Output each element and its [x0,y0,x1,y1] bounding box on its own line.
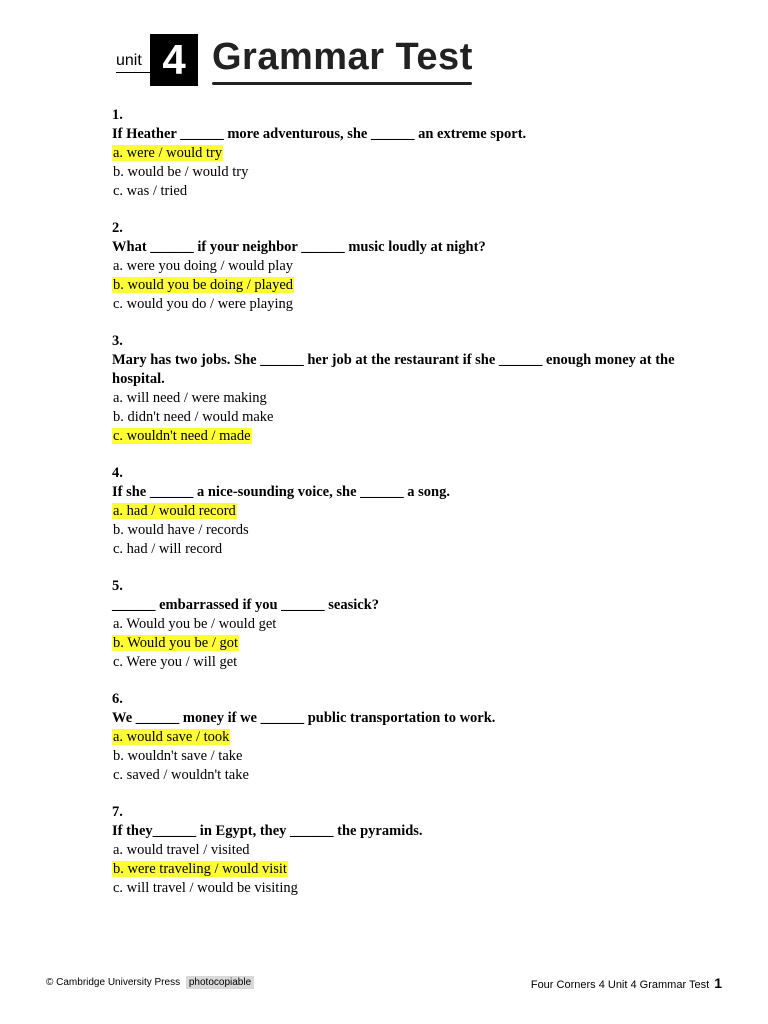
answer-option-text: a. would save / took [113,729,230,745]
footer-right [531,975,722,991]
photocopiable-badge: photocopiable [186,976,254,989]
question-4 [112,464,712,559]
answer-option [112,879,712,898]
answer-option-text: c. saved / wouldn't take [113,767,249,783]
answer-option-highlighted [112,276,712,295]
answer-option [112,163,712,182]
answer-option-text: b. Would you be / got [113,635,239,651]
question-3 [112,332,712,446]
answer-option-text: a. Would you be / would get [113,616,277,632]
answer-option-text: c. would you do / were playing [113,296,294,312]
answer-option [112,257,712,276]
question-text: Mary has two jobs. She ______ her job at the restaurant if she ______ enough money at the hospital. [112,352,675,387]
question-number: 4. [112,465,123,481]
title-underline [212,82,472,85]
answer-option [112,766,712,785]
answer-option [112,653,712,672]
answer-option-text: b. would have / records [113,522,249,538]
question-text: ______ embarrassed if you ______ seasick? [112,597,380,613]
answer-option [112,295,712,314]
answer-option-text: b. would you be doing / played [113,277,294,293]
answer-option-text: b. didn't need / would make [113,409,274,425]
question-number: 1. [112,107,123,123]
answer-option-text: c. Were you / will get [113,654,238,670]
unit-label: unit [116,52,142,69]
answer-option [112,540,712,559]
answer-option [112,841,712,860]
question-text: We ______ money if we ______ public transportation to work. [112,710,496,726]
question-number: 7. [112,804,123,820]
answer-option-highlighted [112,860,712,879]
unit-number-badge: 4 [150,34,198,86]
page-header [116,34,476,88]
question-number: 5. [112,578,123,594]
question-number: 2. [112,220,123,236]
page-footer [46,975,722,993]
question-text: If Heather ______ more adventurous, she ______ an extreme sport. [112,126,527,142]
question-text: If she ______ a nice-sounding voice, she ______ a song. [112,484,450,500]
question-6 [112,690,712,785]
answer-option [112,408,712,427]
answer-option-text: a. were you doing / would play [113,258,294,274]
answer-option [112,389,712,408]
question-7 [112,803,712,898]
copyright-text: © Cambridge University Press [46,977,181,988]
answer-option-highlighted [112,502,712,521]
question-1 [112,106,712,201]
answer-option-highlighted [112,427,712,446]
answer-option-text: c. was / tried [113,183,188,199]
answer-option [112,182,712,201]
question-text: What ______ if your neighbor ______ music loudly at night? [112,239,486,255]
answer-option-highlighted [112,728,712,747]
page-number: 1 [714,975,722,991]
answer-option-text: c. had / will record [113,541,223,557]
answer-option-text: b. wouldn't save / take [113,748,243,764]
answer-option-text: c. wouldn't need / made [113,428,251,444]
answer-option-text: a. had / would record [113,503,236,519]
answer-option [112,747,712,766]
answer-option-text: b. were traveling / would visit [113,861,287,877]
answer-option-highlighted [112,634,712,653]
answer-option-highlighted [112,144,712,163]
answer-option-text: c. will travel / would be visiting [113,880,298,896]
question-number: 3. [112,333,123,349]
question-text: If they______ in Egypt, they ______ the pyramids. [112,823,423,839]
question-number: 6. [112,691,123,707]
answer-option-text: a. will need / were making [113,390,267,406]
footer-left [46,977,254,988]
question-list [112,106,712,916]
question-5 [112,577,712,672]
answer-option [112,521,712,540]
question-2 [112,219,712,314]
answer-option-text: a. would travel / visited [113,842,250,858]
answer-option-text: b. would be / would try [113,164,249,180]
page-title: Grammar Test [212,36,473,78]
answer-option-text: a. were / would try [113,145,223,161]
unit-underline [116,72,150,73]
footer-title: Four Corners 4 Unit 4 Grammar Test [530,979,710,991]
answer-option [112,615,712,634]
